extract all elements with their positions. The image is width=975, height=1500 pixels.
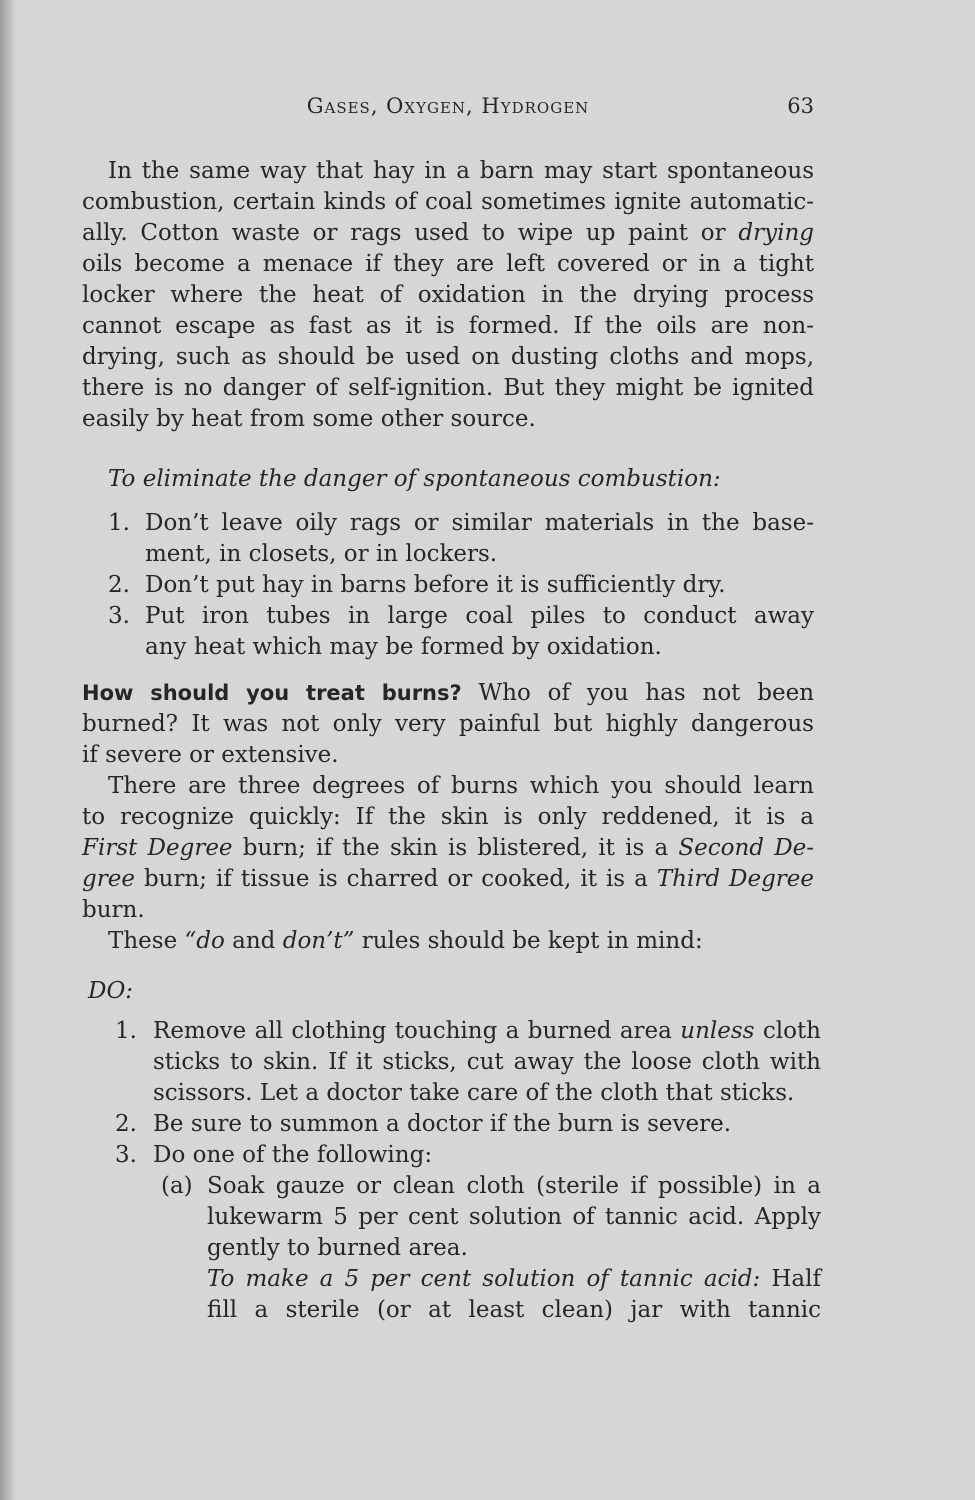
text-line: Put iron tubes in large coal piles to conduct away (145, 603, 814, 629)
list-item (115, 1016, 821, 1109)
text-line (82, 926, 814, 957)
text-line: to recognize quickly: If the skin is only reddened, it is a (82, 804, 814, 830)
list-item (115, 1140, 821, 1171)
do-heading (88, 976, 814, 1007)
text-line: there is no danger of self-ignition. But they might be ignited (82, 375, 814, 401)
text-span: burn; if the skin is blistered, it is a (242, 835, 669, 861)
text-span: ally. Cotton waste or rags used to wipe up paint or (82, 220, 726, 246)
list-item (108, 601, 814, 663)
list-number: 3. (108, 603, 130, 629)
burns-question: How should you treat burns? (82, 681, 462, 705)
text-line: locker where the heat of oxidation in the drying process (82, 282, 814, 308)
list-item (108, 570, 814, 601)
eliminate-list (108, 508, 814, 663)
page-edge-shadow (0, 0, 14, 1500)
list-number: 1. (115, 1018, 137, 1044)
text-line: sticks to skin. If it sticks, cut away the loose cloth with (153, 1049, 821, 1075)
text-line (82, 218, 814, 249)
text-line: Do one of the following: (153, 1142, 433, 1168)
italic-word: unless (680, 1018, 755, 1044)
text-span: cloth (762, 1018, 821, 1044)
text-line: Don’t put hay in barns before it is sufficiently dry. (145, 572, 726, 598)
running-title: Gases, Oxygen, Hydrogen (306, 94, 590, 118)
page-header (82, 94, 814, 124)
text-line: drying, such as should be used on dusting cloths and mops, (82, 344, 814, 370)
list-number: 3. (115, 1142, 137, 1168)
text-span: Half (771, 1266, 821, 1292)
text-line: Don’t leave oily rags or similar materials in the base- (145, 510, 814, 536)
list-number: 2. (115, 1111, 137, 1137)
italic-term: gree (82, 866, 135, 892)
text-line: Soak gauze or clean cloth (sterile if possible) in a (207, 1173, 821, 1199)
text-line: oils become a menace if they are left covered or in a tight (82, 251, 814, 277)
text-span: These (108, 928, 178, 954)
paragraph-burns (82, 678, 814, 957)
text-line: easily by heat from some other source. (82, 406, 536, 432)
text-line: There are three degrees of burns which you should learn (108, 773, 814, 799)
text-line (153, 1016, 821, 1047)
italic-term: don’t” (282, 928, 355, 954)
text-line: burn. (82, 897, 145, 923)
text-line (207, 1264, 821, 1295)
text-line: gently to burned area. (207, 1235, 468, 1261)
text-line (82, 864, 814, 895)
text-span: Remove all clothing touching a burned area (153, 1018, 672, 1044)
text-span: and (232, 928, 276, 954)
text-line (82, 678, 814, 709)
text-line: combustion, certain kinds of coal sometimes ignite automatic- (82, 189, 814, 215)
sub-list-item (161, 1171, 821, 1326)
text-line: scissors. Let a doctor take care of the cloth that sticks. (153, 1080, 795, 1106)
list-item (108, 508, 814, 570)
text-line: burned? It was not only very painful but highly dangerous (82, 711, 814, 737)
text-line: lukewarm 5 per cent solution of tannic acid. Apply (207, 1204, 821, 1230)
italic-term: Third Degree (656, 866, 815, 892)
page-number: 63 (787, 94, 814, 118)
text-line: ment, in closets, or in lockers. (145, 541, 498, 567)
text-span: burn; if tissue is charred or cooked, it is a (143, 866, 648, 892)
italic-term: Second De- (678, 835, 815, 861)
text-line: if severe or extensive. (82, 742, 339, 768)
section-heading: To eliminate the danger of spontaneous combustion: (108, 466, 721, 492)
eliminate-heading (108, 464, 814, 495)
italic-word: drying (738, 220, 814, 246)
paragraph-spontaneous-combustion (82, 156, 814, 435)
text-line (82, 833, 814, 864)
text-line: Be sure to summon a doctor if the burn is severe. (153, 1111, 732, 1137)
text-line: any heat which may be formed by oxidation. (145, 634, 662, 660)
text-line: cannot escape as fast as it is formed. If the oils are non- (82, 313, 814, 339)
text-span: Who of you has not been (478, 680, 815, 706)
sub-list-label: (a) (161, 1173, 193, 1199)
list-number: 1. (108, 510, 130, 536)
italic-term: “do (184, 928, 225, 954)
do-list (115, 1016, 821, 1326)
text-span: rules should be kept in mind: (361, 928, 703, 954)
list-number: 2. (108, 572, 130, 598)
text-line: fill a sterile (or at least clean) jar with tannic (207, 1297, 821, 1323)
italic-term: To make a 5 per cent solution of tannic acid: (207, 1266, 761, 1292)
list-item (115, 1109, 821, 1140)
section-heading: DO: (88, 978, 134, 1004)
text-line: In the same way that hay in a barn may start spontaneous (108, 158, 814, 184)
italic-term: First Degree (82, 835, 233, 861)
